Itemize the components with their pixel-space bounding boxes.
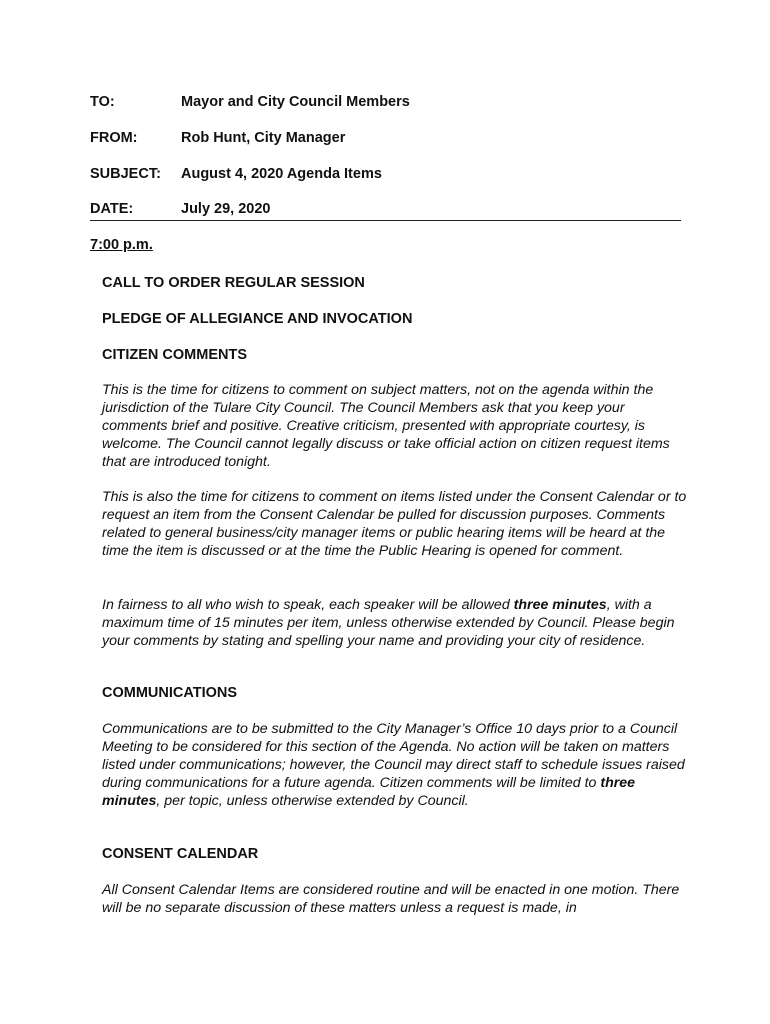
section-title: CONSENT CALENDAR — [102, 846, 259, 862]
to-value: Mayor and City Council Members — [181, 94, 410, 110]
date-label: DATE: — [90, 201, 134, 217]
date-value: July 29, 2020 — [181, 201, 271, 217]
time-limit-emphasis: three minutes — [102, 775, 636, 809]
subject-value: August 4, 2020 Agenda Items — [181, 166, 382, 182]
to-label: TO: — [90, 94, 115, 110]
section-title: COMMUNICATIONS — [102, 685, 238, 701]
paragraph-text: , per topic, unless otherwise extended by Council. — [156, 793, 469, 809]
paragraph-text: In fairness to all who wish to speak, each speaker will be allowed — [102, 597, 514, 613]
section-title: CITIZEN COMMENTS — [102, 347, 247, 363]
communications-paragraph — [102, 720, 687, 810]
time-limit-emphasis: three minutes — [513, 597, 607, 613]
paragraph-text: Communications are to be submitted to the City Manager’s Office 10 days prior to a Council Meeting to be considered for this section of the Agenda. No action will be taken on matters listed under communications; however, the Council may direct staff to schedule issues raised during communications for a future agenda. Citizen comments will be limited to — [102, 721, 685, 791]
consent-calendar-paragraph: All Consent Calendar Items are considered routine and will be enacted in one motion. There will be no separate discussion of these matters unless a request is made, in — [102, 882, 680, 916]
subject-label: SUBJECT: — [90, 166, 161, 182]
citizen-comments-paragraph-1: This is the time for citizens to comment on subject matters, not on the agenda within the jurisdiction of the Tulare City Council. The Council Members ask that you keep your comments brief and positive. Creative criticism, presented with appropriate courtesy, is welcome. The Council cannot legally discuss or take official action on citizen request items that are introduced tonight. — [102, 382, 670, 470]
session-time: 7:00 p.m. — [90, 237, 153, 253]
from-label: FROM: — [90, 130, 138, 146]
section-title: CALL TO ORDER REGULAR SESSION — [102, 275, 365, 291]
header-divider — [90, 220, 681, 221]
citizen-comments-paragraph-3 — [102, 596, 687, 650]
from-value: Rob Hunt, City Manager — [181, 130, 346, 146]
citizen-comments-paragraph-2: This is also the time for citizens to comment on items listed under the Consent Calendar or to request an item from the Consent Calendar be pulled for discussion purposes. Comments related to general business/city manager items or public hearing items will be heard at the time the item is discussed or at the time the Public Hearing is opened for comment. — [102, 489, 687, 559]
paragraph-text: , with a maximum time of 15 minutes per item, unless otherwise extended by Council. Please begin your comments by stating and spelling your name and providing your city of residence. — [102, 597, 675, 649]
section-title: PLEDGE OF ALLEGIANCE AND INVOCATION — [102, 311, 413, 327]
